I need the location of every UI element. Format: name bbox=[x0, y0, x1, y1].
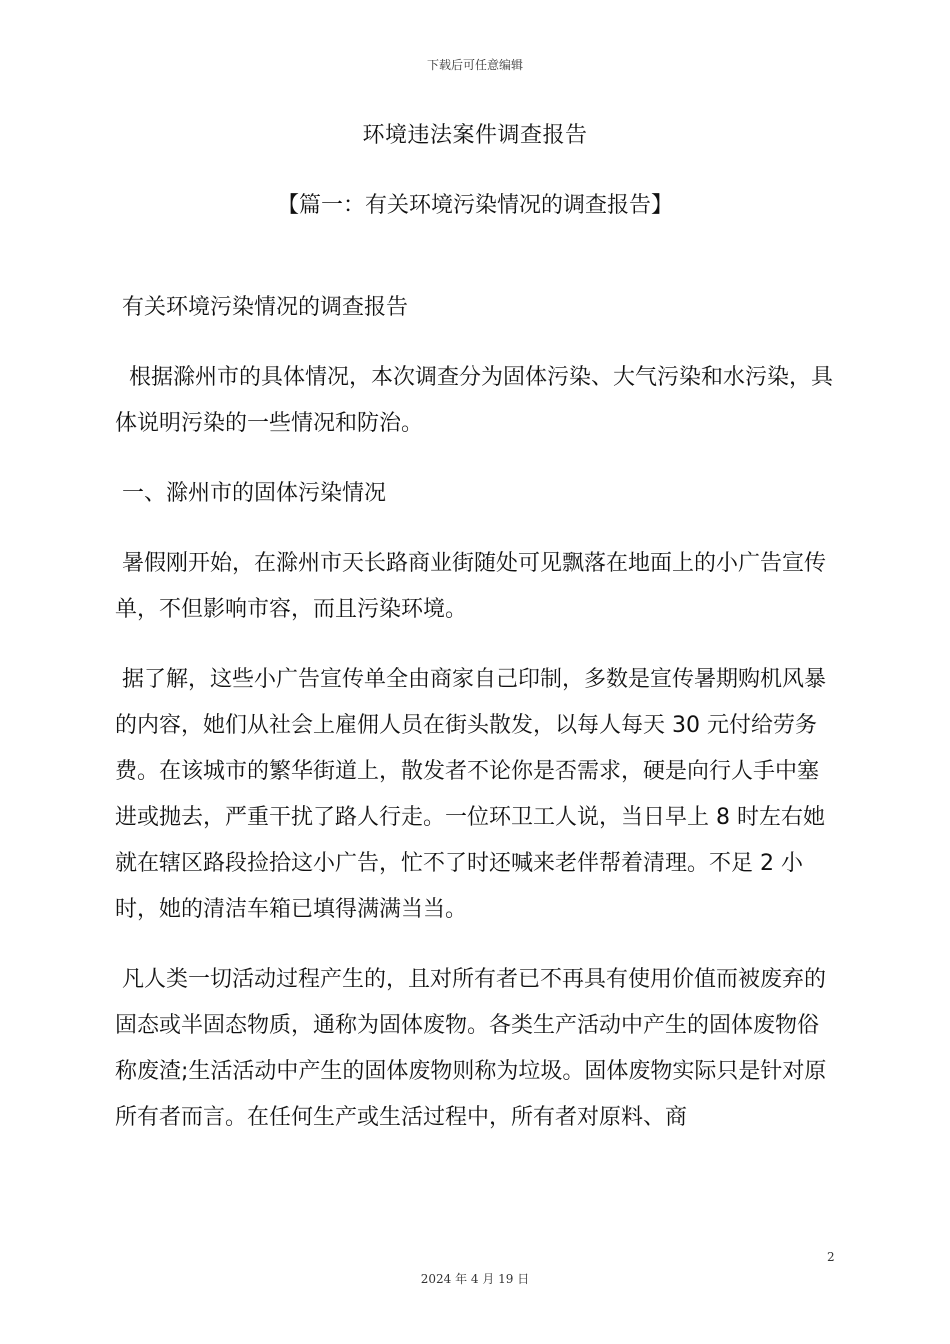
paragraph: 根据滁州市的具体情况，本次调查分为固体污染、大气污染和水污染，具体说明污染的一些情况和防治。 bbox=[115, 365, 834, 436]
paragraph: 暑假刚开始，在滁州市天长路商业街随处可见飘落在地面上的小广告宣传单，不但影响市容，而且污染环境。 bbox=[115, 551, 827, 622]
document-subtitle: 【篇一：有关环境污染情况的调查报告】 bbox=[276, 193, 673, 218]
header-note: 下载后可任意编辑 bbox=[426, 58, 523, 72]
document-body bbox=[115, 285, 840, 1165]
paragraph: 据了解，这些小广告宣传单全由商家自己印制，多数是宣传暑期购机风暴的内容，她们从社会上雇佣人员在街头散发，以每人每天 30 元付给劳务费。在该城市的繁华街道上，散发者不论你是否需求，硬是向行人手中塞进或抛去，严重干扰了路人行走。一位环卫工人说，当日早上 8 时左右她就在辖区路段捡拾这小广告，忙不了时还喊来老伴帮着清理。不足 2 小时，她的清洁车箱已填得满满当当。 bbox=[115, 667, 827, 922]
paragraph: 凡人类一切活动过程产生的，且对所有者已不再具有使用价值而被废弃的固态或半固态物质，通称为固体废物。各类生产活动中产生的固体废物俗称废渣;生活活动中产生的固体废物则称为垃圾。固体废物实际只是针对原所有者而言。在任何生产或生活过程中，所有者对原料、商 bbox=[115, 967, 827, 1130]
section-heading: 有关环境污染情况的调查报告 bbox=[115, 295, 409, 320]
document-title: 环境违法案件调查报告 bbox=[362, 123, 588, 148]
section-heading: 一、滁州市的固体污染情况 bbox=[115, 481, 387, 506]
footer-date: 2024 年 4 月 19 日 bbox=[420, 1272, 530, 1286]
page-number: 2 bbox=[827, 1250, 835, 1264]
